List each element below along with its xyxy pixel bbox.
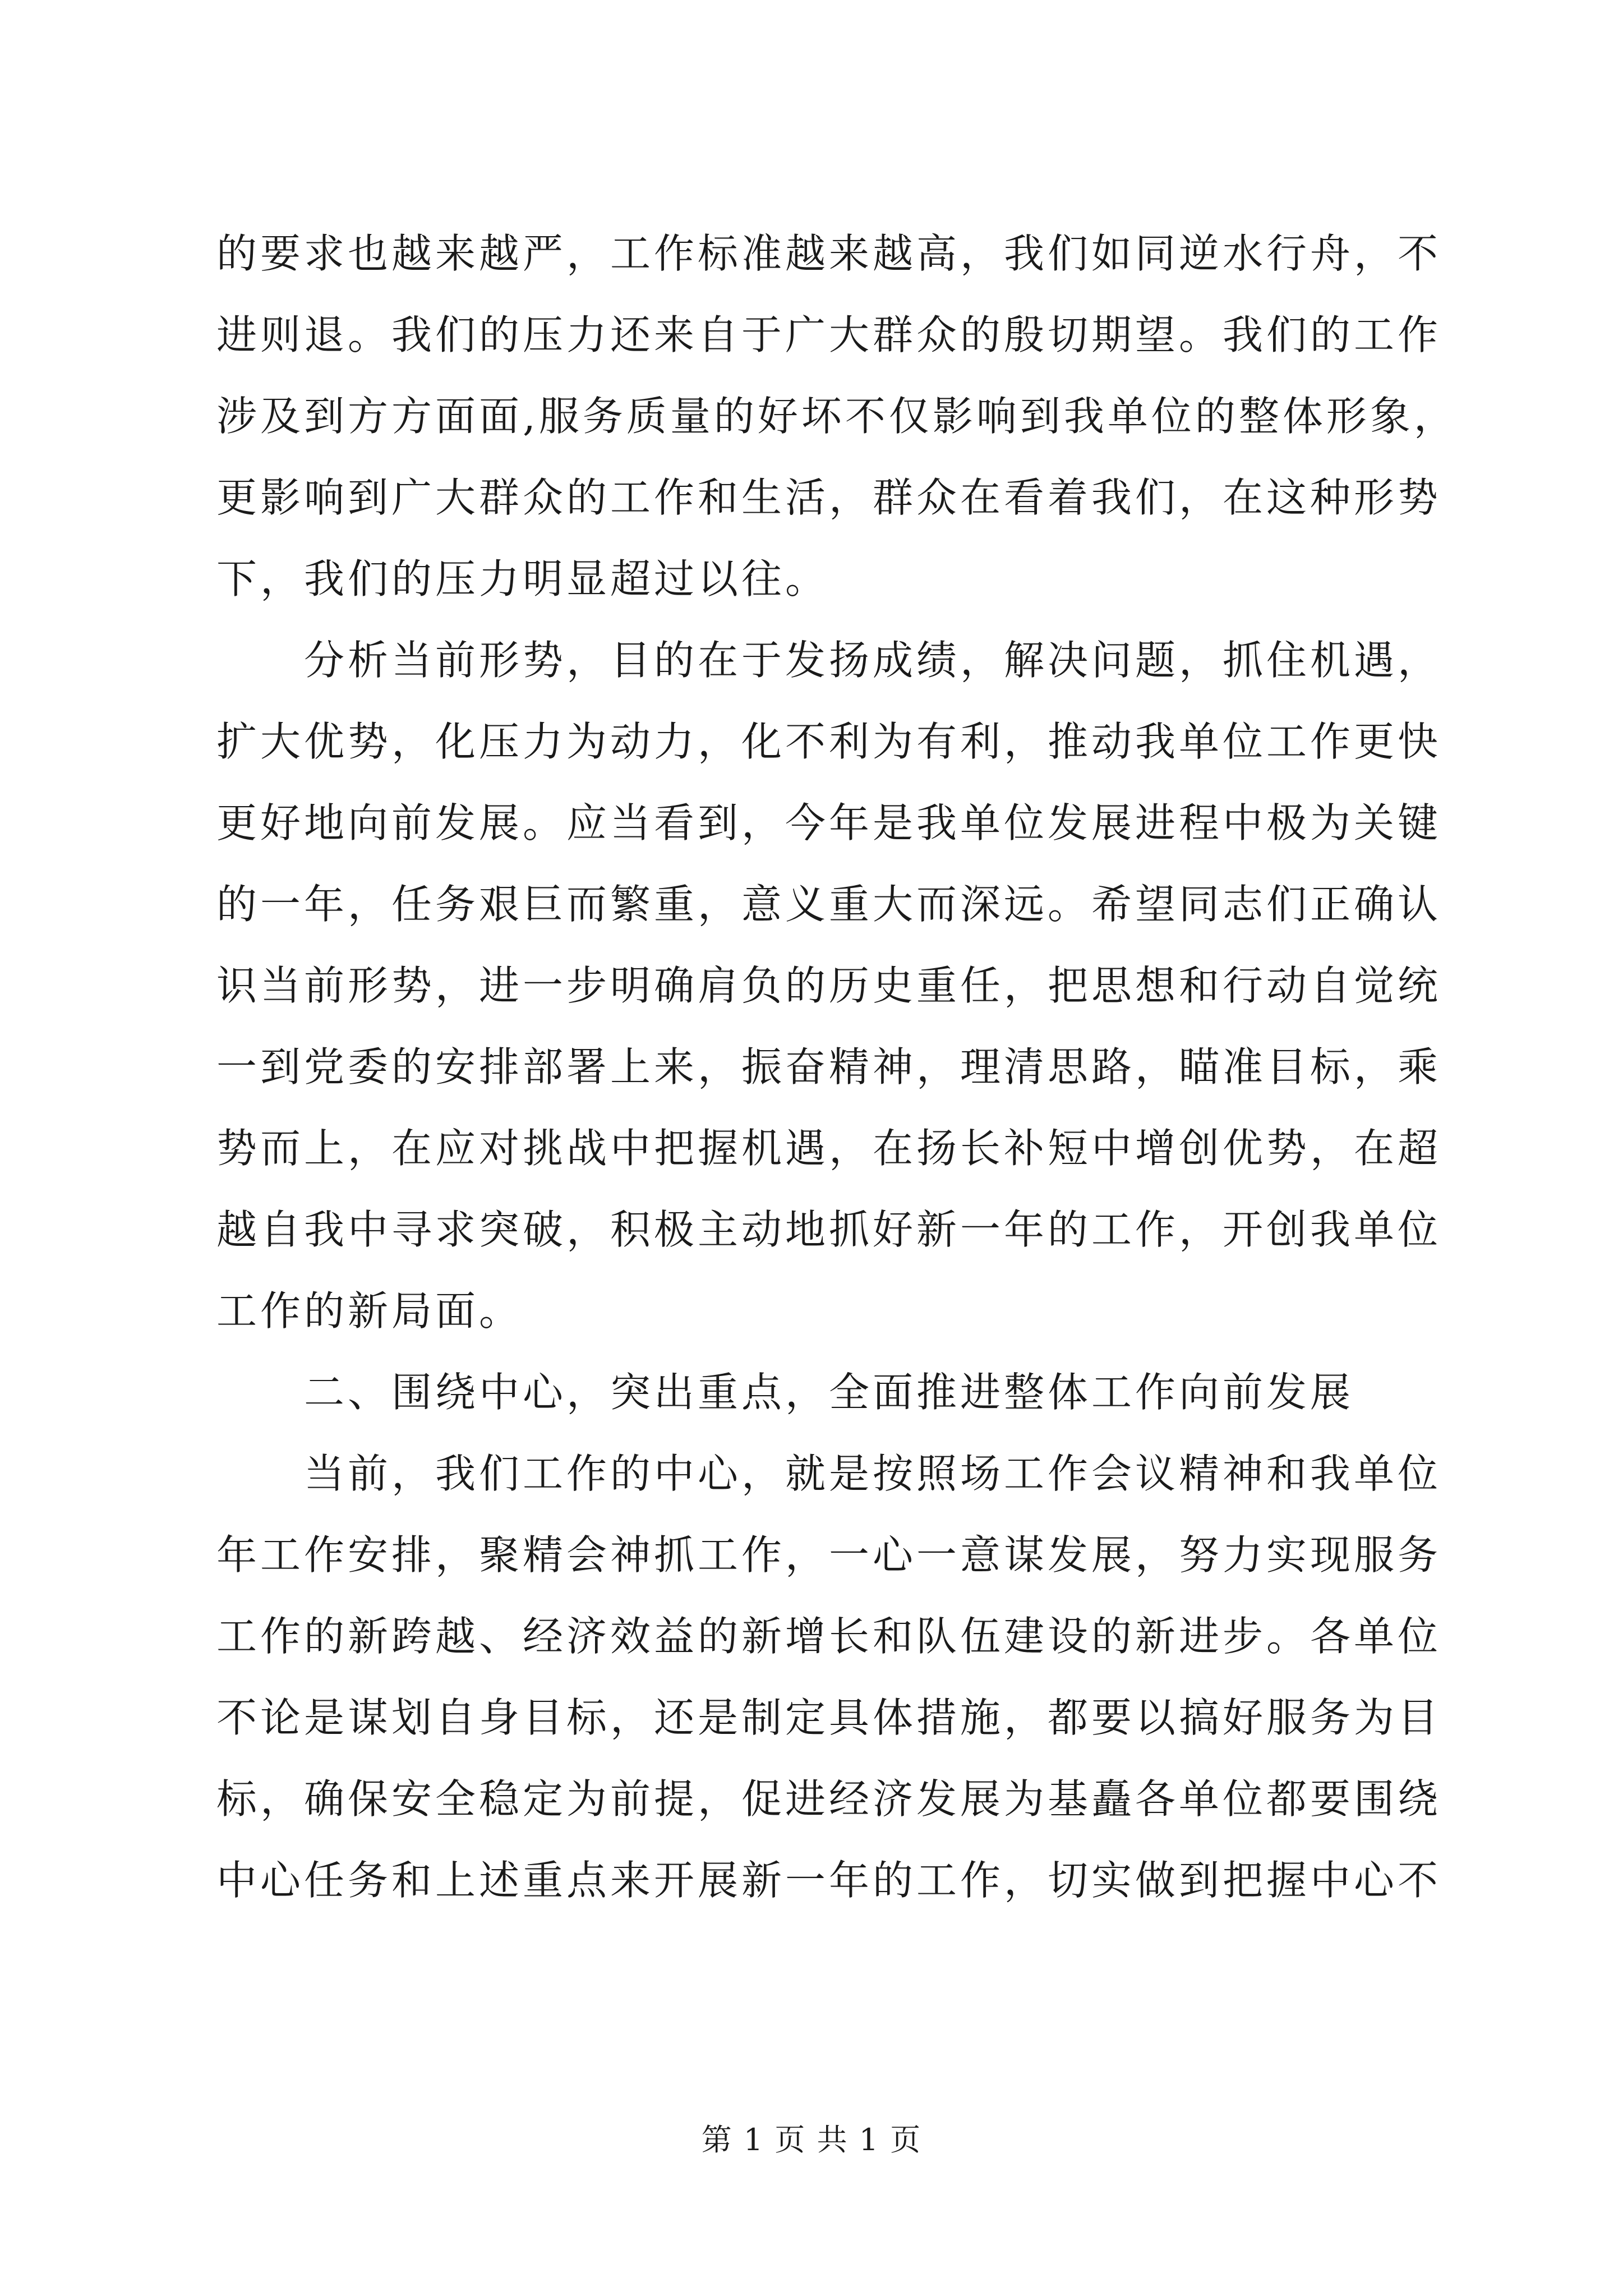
text-line: 扩大优势，化压力为动力，化不利为有利，推动我单位工作更快 (216, 718, 1442, 765)
body-text (216, 213, 1458, 1921)
text-line: 下，我们的压力明显超过以往。 (216, 555, 829, 602)
paragraph-start-line: 当前，我们工作的中心，就是按照场工作会议精神和我单位 (304, 1450, 1442, 1497)
text-line: 势而上，在应对挑战中把握机遇，在扬长补短中增创优势，在超 (216, 1125, 1442, 1172)
text-line: 越自我中寻求突破，积极主动地抓好新一年的工作，开创我单位 (216, 1206, 1442, 1253)
text-line: 标，确保安全稳定为前提，促进经济发展为基矗各单位都要围绕 (216, 1775, 1442, 1823)
section-heading: 二、围绕中心，突出重点，全面推进整体工作向前发展 (304, 1369, 1354, 1416)
text-line: 进则退。我们的压力还来自于广大群众的殷切期望。我们的工作 (216, 311, 1442, 358)
text-line: 不论是谋划自身目标，还是制定具体措施，都要以搞好服务为目 (216, 1694, 1442, 1741)
text-line: 更影响到广大群众的工作和生活，群众在看着我们，在这种形势 (216, 474, 1442, 521)
text-line: 的要求也越来越严，工作标准越来越高，我们如同逆水行舟，不 (216, 230, 1442, 277)
paragraph-start-line: 分析当前形势，目的在于发扬成绩，解决问题，抓住机遇， (304, 637, 1442, 684)
text-line: 识当前形势，进一步明确肩负的历史重任，把思想和行动自觉统 (216, 962, 1442, 1009)
text-line: 更好地向前发展。应当看到，今年是我单位发展进程中极为关键 (216, 799, 1442, 846)
text-line: 的一年，任务艰巨而繁重，意义重大而深远。希望同志们正确认 (216, 881, 1442, 928)
text-line: 工作的新局面。 (216, 1287, 523, 1335)
text-line: 中心任务和上述重点来开展新一年的工作，切实做到把握中心不 (216, 1857, 1442, 1904)
text-line: 涉及到方方面面,服务质量的好坏不仅影响到我单位的整体形象， (216, 393, 1458, 440)
text-line: 年工作安排，聚精会神抓工作，一心一意谋发展，努力实现服务 (216, 1531, 1442, 1579)
text-line: 工作的新跨越、经济效益的新增长和队伍建设的新进步。各单位 (216, 1613, 1442, 1660)
text-line: 一到党委的安排部署上来，振奋精神，理清思路，瞄准目标，乘 (216, 1043, 1442, 1091)
page-number-footer: 第 1 页 共 1 页 (701, 2122, 922, 2157)
